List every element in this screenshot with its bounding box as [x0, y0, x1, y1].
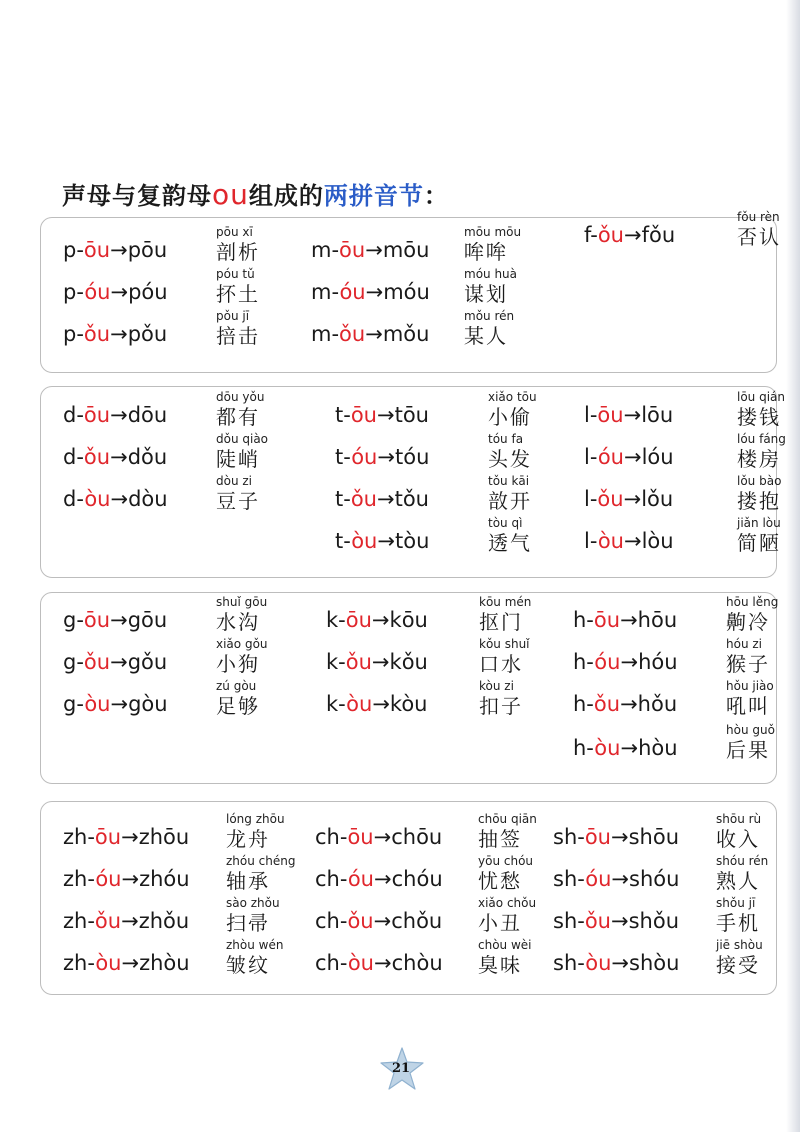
syllable-result: gǒu [127, 650, 168, 674]
final-ou: ōu [339, 238, 366, 262]
initial: h- [573, 608, 594, 632]
syllable-formula [63, 486, 168, 512]
word-pinyin: jiē shòu [716, 938, 763, 952]
syllable-result: chōu [391, 825, 443, 849]
initial: p- [63, 238, 84, 262]
example-word: 陡峭 [216, 447, 260, 471]
initial: k- [326, 650, 346, 674]
syllable-formula [315, 950, 443, 976]
word-pinyin: zhòu wén [226, 938, 284, 952]
syllable-result: kòu [389, 692, 428, 716]
final-ou: ōu [345, 608, 372, 632]
example-word: 扫帚 [226, 911, 270, 935]
example-word: 豆子 [216, 489, 260, 513]
initial: h- [573, 692, 594, 716]
word-pinyin: lóu fáng [737, 432, 786, 446]
arrow-icon: → [620, 692, 638, 716]
final-ou: ōu [83, 238, 111, 262]
syllable-result: pōu [127, 238, 168, 262]
example-word: 皱纹 [226, 953, 270, 977]
final-ou: ǒu [597, 223, 624, 247]
arrow-icon: → [623, 403, 642, 427]
syllable-result: dǒu [127, 445, 168, 469]
heading-two-syllables: 两拼音节 [323, 182, 424, 210]
word-pinyin: hóu zi [726, 637, 762, 651]
initial: f- [584, 223, 598, 247]
initial: l- [584, 487, 598, 511]
syllable-formula [63, 649, 167, 675]
example-word: 小偷 [488, 405, 532, 429]
syllable-result: zhóu [139, 867, 190, 891]
final-ou: ōu [83, 403, 111, 427]
word-pinyin: mǒu rén [464, 309, 515, 323]
example-word: 头发 [488, 447, 532, 471]
initial: sh- [553, 951, 586, 975]
syllable-result: móu [383, 280, 430, 304]
arrow-icon: → [377, 529, 395, 553]
syllable-formula [553, 824, 679, 850]
final-ou: òu [597, 529, 624, 553]
arrow-icon: → [110, 238, 128, 262]
example-word: 抽签 [478, 827, 522, 851]
arrow-icon: → [620, 608, 638, 632]
syllable-formula [584, 444, 674, 470]
final-ou: ǒu [83, 445, 111, 469]
initial: m- [311, 280, 340, 304]
arrow-icon: → [373, 909, 392, 933]
word-pinyin: lóng zhōu [226, 812, 285, 826]
arrow-icon: → [121, 951, 140, 975]
syllable-formula [63, 402, 167, 428]
arrow-icon: → [623, 487, 642, 511]
arrow-icon: → [623, 445, 642, 469]
syllable-result: tóu [394, 445, 430, 469]
syllable-result: dōu [127, 403, 168, 427]
initial: h- [573, 650, 595, 674]
initial: ch- [315, 951, 348, 975]
example-word: 齁冷 [726, 610, 770, 634]
final-ou: ōu [593, 608, 621, 632]
arrow-icon: → [623, 529, 642, 553]
syllable-result: lòu [641, 529, 674, 553]
initial: g- [63, 608, 84, 632]
word-pinyin: xiǎo chǒu [478, 896, 537, 910]
final-ou: ǒu [339, 322, 366, 346]
syllable-formula [335, 486, 429, 512]
final-ou: óu [347, 867, 374, 891]
final-ou: óu [597, 445, 624, 469]
example-word: 剖析 [216, 240, 260, 264]
initial: l- [584, 445, 598, 469]
syllable-group-p-m-f [40, 210, 781, 373]
syllable-group-zh-ch-sh [40, 801, 777, 995]
word-pinyin: xiǎo tōu [488, 390, 537, 404]
page-number: 21 [392, 1061, 411, 1076]
final-ou: ōu [597, 403, 624, 427]
word-pinyin: hǒu jiào [726, 679, 774, 693]
word-pinyin: shǒu jī [716, 896, 756, 910]
syllable-formula [63, 824, 189, 850]
syllable-formula [315, 824, 442, 850]
arrow-icon: → [620, 650, 639, 674]
example-word: 熟人 [716, 869, 760, 893]
initial: d- [63, 445, 84, 469]
syllable-formula [584, 528, 674, 554]
example-word: 掊击 [216, 324, 260, 348]
syllable-result: chòu [391, 951, 443, 975]
initial: t- [335, 445, 352, 469]
word-pinyin: dǒu qiào [216, 432, 269, 446]
arrow-icon: → [110, 692, 129, 716]
word-pinyin: móu huà [464, 267, 518, 281]
word-pinyin: zú gòu [216, 679, 257, 693]
initial: g- [63, 650, 84, 674]
initial: zh- [63, 825, 95, 849]
heading-colon: ： [423, 182, 449, 210]
final-ou: ǒu [83, 322, 111, 346]
syllable-formula [315, 908, 442, 934]
initial: m- [311, 238, 340, 262]
initial: sh- [553, 825, 585, 849]
final-ou: òu [347, 951, 374, 975]
final-ou: ōu [83, 608, 111, 632]
syllable-result: mǒu [382, 322, 430, 346]
final-ou: ǒu [593, 692, 621, 716]
initial: zh- [63, 909, 95, 933]
final-ou: òu [351, 529, 378, 553]
syllable-result: gòu [128, 692, 168, 716]
arrow-icon: → [365, 280, 384, 304]
initial: k- [326, 692, 347, 716]
syllable-formula [573, 649, 678, 675]
initial: p- [63, 280, 85, 304]
example-word: 都有 [216, 405, 260, 429]
word-pinyin: shuǐ gōu [216, 595, 268, 609]
initial: m- [311, 322, 340, 346]
syllable-formula [584, 222, 675, 248]
syllable-formula [335, 402, 429, 428]
arrow-icon: → [371, 650, 390, 674]
syllable-formula [63, 279, 168, 305]
heading-ou: ou [212, 178, 249, 211]
word-pinyin: dōu yǒu [216, 390, 265, 404]
example-word: 收入 [716, 827, 760, 851]
word-pinyin: dòu zi [216, 474, 253, 488]
syllable-result: lóu [641, 445, 674, 469]
syllable-formula [63, 321, 167, 347]
word-pinyin: hòu guǒ [726, 723, 775, 737]
arrow-icon: → [374, 867, 392, 891]
syllable-formula [311, 279, 430, 305]
arrow-icon: → [611, 909, 629, 933]
final-ou: ǒu [345, 650, 372, 674]
arrow-icon: → [365, 238, 383, 262]
final-ou: ōu [94, 825, 122, 849]
arrow-icon: → [624, 223, 642, 247]
initial: ch- [315, 867, 348, 891]
word-pinyin: kǒu shuǐ [479, 637, 530, 651]
initial: g- [63, 692, 85, 716]
syllable-formula [63, 908, 189, 934]
example-word: 某人 [464, 324, 508, 348]
final-ou: ōu [350, 403, 377, 427]
final-ou: ǒu [94, 909, 122, 933]
syllable-result: shòu [629, 951, 680, 975]
example-word: 搂钱 [737, 405, 781, 429]
arrow-icon: → [611, 951, 629, 975]
syllable-formula [584, 486, 673, 512]
final-ou: ōu [584, 825, 611, 849]
final-ou: òu [346, 692, 373, 716]
syllable-result: dòu [128, 487, 168, 511]
initial: sh- [553, 867, 586, 891]
arrow-icon: → [376, 403, 395, 427]
initial: h- [573, 736, 595, 760]
word-pinyin: tǒu kāi [488, 474, 530, 488]
syllable-result: shǒu [628, 909, 680, 933]
arrow-icon: → [110, 650, 128, 674]
example-word: 敨开 [488, 489, 532, 513]
final-ou: òu [585, 951, 612, 975]
syllable-result: zhǒu [138, 909, 190, 933]
final-ou: òu [84, 692, 111, 716]
example-word: 否认 [737, 225, 781, 249]
final-ou: òu [84, 487, 111, 511]
syllable-formula [326, 649, 428, 675]
syllable-result: zhōu [138, 825, 190, 849]
initial: zh- [63, 867, 96, 891]
syllable-result: póu [128, 280, 168, 304]
final-ou: óu [339, 280, 366, 304]
word-pinyin: zhóu chéng [226, 854, 296, 868]
initial: d- [63, 403, 84, 427]
arrow-icon: → [372, 692, 390, 716]
word-pinyin: shóu rén [716, 854, 769, 868]
initial: sh- [553, 909, 585, 933]
arrow-icon: → [377, 445, 395, 469]
syllable-formula [573, 607, 677, 633]
page-edge-shadow [786, 0, 800, 1132]
word-pinyin: pōu xī [216, 225, 253, 239]
example-word: 透气 [488, 531, 532, 555]
arrow-icon: → [110, 487, 129, 511]
arrow-icon: → [374, 951, 392, 975]
arrow-icon: → [121, 825, 139, 849]
syllable-formula [553, 908, 679, 934]
final-ou: óu [95, 867, 122, 891]
word-pinyin: shōu rù [716, 812, 762, 826]
example-word: 接受 [716, 953, 760, 977]
word-pinyin: mōu mōu [464, 225, 522, 239]
arrow-icon: → [110, 608, 128, 632]
syllable-result: pǒu [127, 322, 168, 346]
syllable-formula [63, 607, 167, 633]
example-word: 猴子 [726, 652, 770, 676]
initial: t- [335, 529, 352, 553]
word-pinyin: hōu lěng [726, 595, 779, 609]
example-word: 足够 [216, 694, 260, 718]
syllable-result: hòu [638, 736, 678, 760]
syllable-result: kǒu [389, 650, 428, 674]
arrow-icon: → [110, 322, 128, 346]
final-ou: òu [594, 736, 621, 760]
example-word: 轴承 [226, 869, 270, 893]
syllable-formula [63, 237, 167, 263]
example-word: 楼房 [737, 447, 781, 471]
example-word: 谋划 [464, 282, 508, 306]
syllable-result: fǒu [641, 223, 676, 247]
word-pinyin: kōu mén [479, 595, 532, 609]
example-word: 抠门 [479, 610, 523, 634]
initial: ch- [315, 825, 348, 849]
syllable-result: hōu [637, 608, 678, 632]
example-word: 臭味 [478, 953, 522, 977]
arrow-icon: → [620, 736, 639, 760]
initial: l- [584, 403, 598, 427]
heading-prefix: 声母与复韵母 [62, 182, 212, 210]
arrow-icon: → [365, 322, 383, 346]
final-ou: óu [585, 867, 612, 891]
word-pinyin: póu tǔ [216, 267, 255, 281]
syllable-result: shóu [629, 867, 680, 891]
arrow-icon: → [110, 403, 128, 427]
initial: k- [326, 608, 346, 632]
syllable-formula [573, 735, 678, 761]
syllable-formula [584, 402, 673, 428]
syllable-formula [573, 691, 677, 717]
initial: d- [63, 487, 85, 511]
syllable-result: kōu [389, 608, 428, 632]
syllable-formula [63, 950, 190, 976]
word-pinyin: lǒu bào [737, 474, 782, 488]
arrow-icon: → [110, 280, 129, 304]
example-word: 简陋 [737, 531, 781, 555]
final-ou: óu [351, 445, 378, 469]
word-pinyin: tòu qì [488, 516, 523, 530]
final-ou: ōu [347, 825, 374, 849]
syllable-formula [63, 444, 167, 470]
initial: l- [584, 529, 598, 553]
example-word: 哞哞 [464, 240, 508, 264]
arrow-icon: → [121, 867, 140, 891]
word-pinyin: jiǎn lòu [737, 516, 781, 530]
syllable-result: tǒu [394, 487, 429, 511]
syllable-formula [553, 950, 679, 976]
arrow-icon: → [121, 909, 139, 933]
syllable-result: mōu [382, 238, 430, 262]
final-ou: ǒu [597, 487, 624, 511]
example-word: 后果 [726, 738, 770, 762]
example-word: 口水 [479, 652, 523, 676]
example-word: 搂抱 [737, 489, 781, 513]
arrow-icon: → [373, 825, 392, 849]
final-ou: óu [594, 650, 621, 674]
syllable-formula [326, 607, 428, 633]
example-word: 抔土 [216, 282, 260, 306]
word-pinyin: sào zhǒu [226, 896, 280, 910]
final-ou: ǒu [584, 909, 611, 933]
word-pinyin: fǒu rèn [737, 210, 780, 224]
syllable-group-d-t-l [40, 386, 786, 578]
syllable-group-g-k-h [40, 592, 777, 784]
page-heading [62, 176, 449, 211]
example-word: 龙舟 [226, 827, 270, 851]
example-word: 小狗 [216, 652, 260, 676]
syllable-result: tòu [394, 529, 430, 553]
initial: t- [335, 403, 351, 427]
word-pinyin: chōu qiān [478, 812, 537, 826]
final-ou: óu [84, 280, 111, 304]
syllable-result: zhòu [139, 951, 190, 975]
syllable-formula [311, 237, 429, 263]
example-word: 小丑 [478, 911, 522, 935]
syllable-result: tōu [394, 403, 429, 427]
syllable-result: lǒu [641, 487, 674, 511]
syllable-result: hóu [638, 650, 678, 674]
word-pinyin: lōu qián [737, 390, 786, 404]
syllable-formula [553, 866, 679, 892]
word-pinyin: chòu wèi [478, 938, 532, 952]
initial: p- [63, 322, 84, 346]
word-pinyin: kòu zi [479, 679, 514, 693]
syllable-result: gōu [127, 608, 168, 632]
initial: ch- [315, 909, 348, 933]
word-pinyin: yōu chóu [478, 854, 534, 868]
final-ou: ǒu [350, 487, 377, 511]
example-word: 水沟 [216, 610, 260, 634]
syllable-result: chǒu [391, 909, 443, 933]
syllable-result: shōu [628, 825, 680, 849]
syllable-formula [326, 691, 428, 717]
heading-mid: 组成的 [248, 182, 324, 210]
final-ou: òu [95, 951, 122, 975]
initial: zh- [63, 951, 96, 975]
arrow-icon: → [110, 445, 128, 469]
syllable-formula [335, 528, 429, 554]
syllable-formula [63, 691, 168, 717]
syllable-formula [63, 866, 190, 892]
final-ou: ǒu [83, 650, 111, 674]
arrow-icon: → [376, 487, 395, 511]
syllable-result: chóu [391, 867, 443, 891]
word-pinyin: tóu fa [488, 432, 524, 446]
arrow-icon: → [611, 825, 629, 849]
initial: t- [335, 487, 351, 511]
word-pinyin: pǒu jī [216, 309, 250, 323]
syllable-result: hǒu [637, 692, 678, 716]
word-pinyin: xiǎo gǒu [216, 637, 268, 651]
syllable-formula [335, 444, 429, 470]
example-word: 扣子 [479, 694, 523, 718]
syllable-formula [311, 321, 429, 347]
example-word: 手机 [716, 911, 760, 935]
example-word: 吼叫 [726, 694, 770, 718]
arrow-icon: → [611, 867, 629, 891]
syllable-formula [315, 866, 443, 892]
syllable-result: lōu [641, 403, 674, 427]
example-word: 忧愁 [478, 869, 522, 893]
final-ou: ǒu [347, 909, 374, 933]
arrow-icon: → [371, 608, 390, 632]
